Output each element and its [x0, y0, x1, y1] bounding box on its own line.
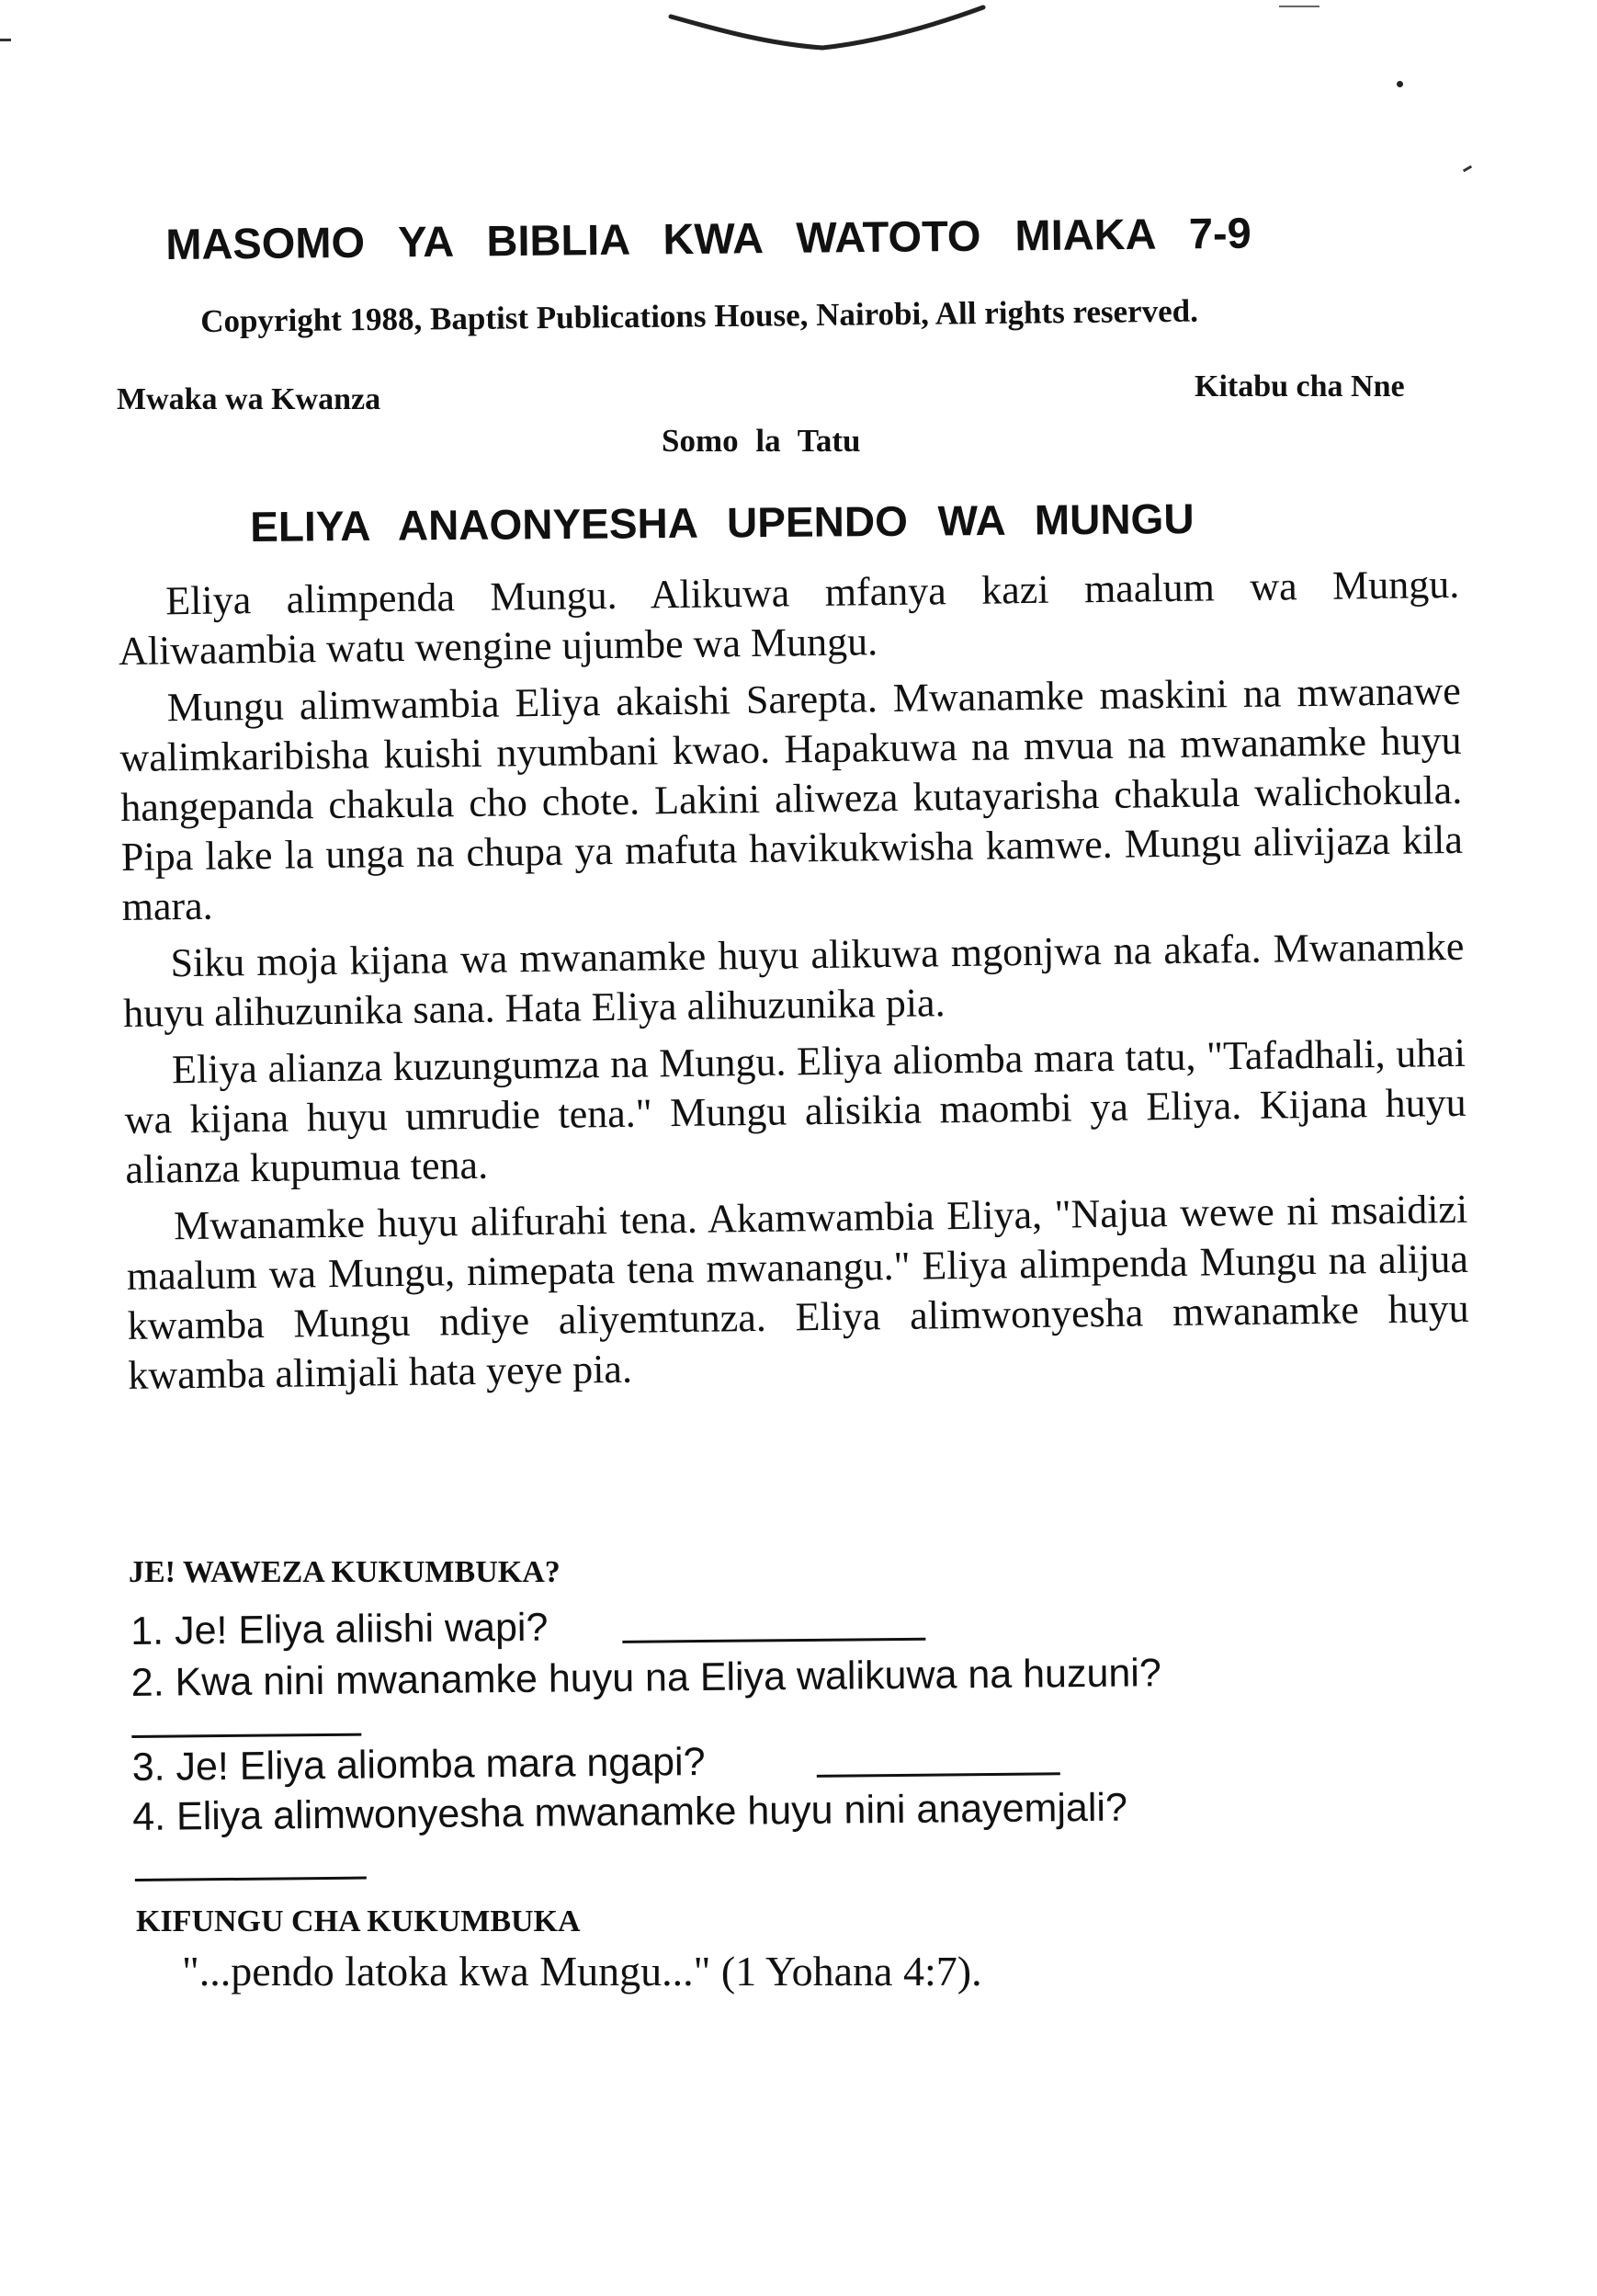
answer-line-4[interactable] [135, 1877, 367, 1881]
story-paragraph: Mungu alimwambia Eliya akaishi Sarepta. Mwanamke maskini na mwanawe walimkaribisha kuishi nyumbani kwao. Hapakuwa na mvua na mwanamke huyu hangepanda chakula cho chote. Lakini aliweza kutayarisha chakula walichokula. Pipa lake la unga na chupa ya mafuta havikukwisha kamwe. Mungu alivijaza kila mara. [119, 667, 1464, 929]
lesson-title: ELIYA ANAONYESHA UPENDO WA MUNGU [250, 494, 1195, 551]
series-title: MASOMO YA BIBLIA KWA WATOTO MIAKA 7-9 [165, 208, 1252, 268]
answer-line-2[interactable] [131, 1733, 361, 1738]
scan-dot-right [1397, 81, 1403, 87]
question-1: 1. Je! Eliya aliishi wapi? [130, 1605, 549, 1654]
story-paragraph: Mwanamke huyu alifurahi tena. Akamwambia Eliya, "Najua wewe ni msaidizi maalum wa Mungu, nimepata tena mwanangu." Eliya alimpenda Mungu na alijua kwamba Mungu ndiye aliyemtunza. Eliya alimwonyesha mwanamke huyu kwamba alimjali hata yeye pia. [126, 1186, 1469, 1398]
question-4: 4. Eliya alimwonyesha mwanamke huyu nini anayemjali? [131, 1785, 1128, 1839]
story-paragraph: Eliya alimpenda Mungu. Alikuwa mfanya kazi maalum wa Mungu. Aliwaambia watu wengine ujumbe wa Mungu. [118, 561, 1460, 674]
quiz-heading: JE! WAWEZA KUKUMBUKA? [129, 1555, 561, 1589]
memory-verse: "...pendo latoka kwa Mungu..." (1 Yohana 4:7). [182, 1948, 982, 1995]
story-paragraph: Siku moja kijana wa mwanamke huyu alikuwa mgonjwa na akafa. Mwanamke huyu alihuzunika sana. Hata Eliya alihuzunika pia. [122, 923, 1465, 1036]
quiz-questions [130, 1594, 1481, 1839]
memory-verse-heading: KIFUNGU CHA KUKUMBUKA [136, 1904, 581, 1938]
lesson-label: Somo la Tatu [662, 423, 861, 459]
copyright-notice: Copyright 1988, Baptist Publications House, Nairobi, All rights reserved. [200, 292, 1199, 339]
scan-dash-top-right [1279, 6, 1320, 7]
lesson-story [118, 560, 1470, 1408]
scan-dash-right [1463, 165, 1472, 173]
year-label: Mwaka wa Kwanza [117, 382, 381, 416]
answer-line-1[interactable] [622, 1638, 925, 1643]
answer-line-3[interactable] [817, 1772, 1060, 1778]
story-paragraph: Eliya alianza kuzungumza na Mungu. Eliya aliomba mara tatu, "Tafadhali, uhai wa kijana huyu umrudie tena." Mungu alisikia maombi ya Eliya. Kijana huyu alianza kupumua tena. [124, 1029, 1467, 1192]
scan-mark-left [0, 39, 11, 41]
question-3: 3. Je! Eliya aliomba mara ngapi? [131, 1740, 706, 1790]
book-label: Kitabu cha Nne [1195, 369, 1405, 404]
question-2: 2. Kwa nini mwanamke huyu na Eliya walikuwa na huzuni? [130, 1651, 1161, 1705]
scan-smudge-top [662, 0, 992, 55]
